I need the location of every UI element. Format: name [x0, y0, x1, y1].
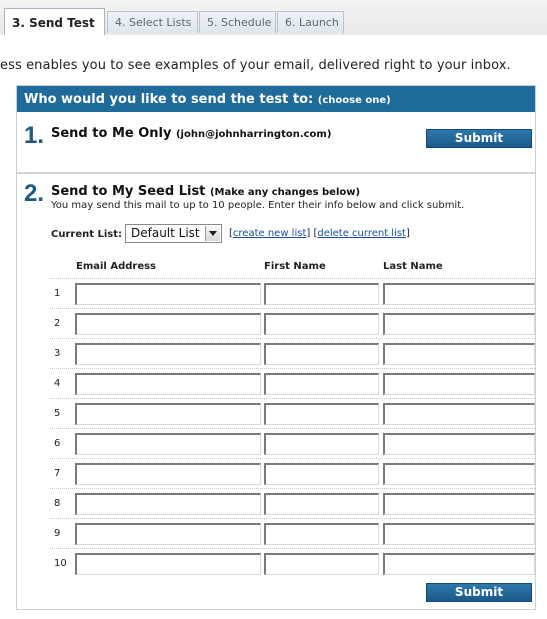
- table-row: [50, 278, 535, 309]
- last-name-field[interactable]: [383, 493, 535, 515]
- first-name-field[interactable]: [264, 433, 379, 455]
- email-field[interactable]: [75, 283, 261, 305]
- email-field[interactable]: [75, 403, 261, 425]
- tab-bar: [0, 0, 547, 35]
- email-field[interactable]: [75, 373, 261, 395]
- panel-header-title: Who would you like to send the test to:: [24, 92, 314, 107]
- table-row: [50, 518, 535, 549]
- last-name-field[interactable]: [383, 373, 535, 395]
- last-name-field[interactable]: [383, 343, 535, 365]
- email-field[interactable]: [75, 343, 261, 365]
- table-row: [50, 398, 535, 429]
- row-number: 8: [54, 498, 61, 509]
- row-number: 10: [54, 558, 67, 569]
- seed-list-instructions: You may send this mail to up to 10 people. Enter their info below and click submit.: [51, 200, 465, 211]
- first-name-field[interactable]: [264, 463, 379, 485]
- section-divider: [17, 172, 535, 174]
- panel-header: [17, 86, 535, 112]
- row-number: 7: [54, 468, 61, 479]
- send-to-me-submit-button[interactable]: Submit: [426, 129, 532, 148]
- table-row: [50, 488, 535, 519]
- step-2-paren: (Make any changes below): [209, 187, 361, 198]
- tab-send-test[interactable]: 3. Send Test: [4, 8, 105, 35]
- current-list-select[interactable]: [125, 224, 222, 243]
- last-name-field[interactable]: [383, 313, 535, 335]
- email-field[interactable]: [75, 493, 261, 515]
- first-name-field[interactable]: [264, 283, 379, 305]
- row-number: 1: [54, 288, 61, 299]
- delete-current-list-link[interactable]: delete current list: [317, 228, 406, 239]
- first-name-field[interactable]: [264, 373, 379, 395]
- step-1-title-text: Send to Me Only: [51, 126, 172, 141]
- row-number: 9: [54, 528, 61, 539]
- first-name-field[interactable]: [264, 523, 379, 545]
- last-name-field[interactable]: [383, 463, 535, 485]
- last-name-field[interactable]: [383, 403, 535, 425]
- email-field[interactable]: [75, 313, 261, 335]
- table-row: [50, 308, 535, 339]
- email-field[interactable]: [75, 523, 261, 545]
- step-1-title: [51, 126, 331, 141]
- table-row: [50, 338, 535, 369]
- first-name-field[interactable]: [264, 313, 379, 335]
- last-name-field[interactable]: [383, 283, 535, 305]
- current-list-label: Current List:: [51, 229, 123, 240]
- first-name-field[interactable]: [264, 553, 379, 575]
- chevron-down-icon[interactable]: [205, 226, 220, 241]
- row-number: 4: [54, 378, 61, 389]
- step-2-number: 2.: [24, 180, 45, 207]
- tab-select-lists[interactable]: 4. Select Lists: [107, 11, 198, 33]
- create-new-list-link[interactable]: create new list: [232, 228, 307, 239]
- send-test-panel: [16, 85, 536, 610]
- table-row: [50, 548, 535, 579]
- email-field[interactable]: [75, 433, 261, 455]
- table-row: [50, 458, 535, 489]
- first-name-field[interactable]: [264, 493, 379, 515]
- tab-schedule[interactable]: 5. Schedule: [199, 11, 276, 33]
- step-1-number: 1.: [24, 122, 45, 149]
- intro-text: ess enables you to see examples of your email, delivered right to your inbox.: [0, 58, 511, 73]
- row-number: 3: [54, 348, 61, 359]
- row-number: 6: [54, 438, 61, 449]
- row-number: 5: [54, 408, 61, 419]
- last-name-field[interactable]: [383, 523, 535, 545]
- column-header-last-name: Last Name: [383, 261, 443, 272]
- table-row: [50, 368, 535, 399]
- email-field[interactable]: [75, 463, 261, 485]
- list-links: [create new list] [delete current list]: [229, 228, 410, 239]
- first-name-field[interactable]: [264, 343, 379, 365]
- column-header-first-name: First Name: [264, 261, 326, 272]
- step-1-email: (john@johnharrington.com): [175, 129, 332, 140]
- email-field[interactable]: [75, 553, 261, 575]
- last-name-field[interactable]: [383, 433, 535, 455]
- last-name-field[interactable]: [383, 553, 535, 575]
- current-list-value: Default List: [131, 226, 200, 240]
- table-row: [50, 428, 535, 459]
- tab-launch[interactable]: 6. Launch: [277, 11, 344, 33]
- seed-list-submit-button[interactable]: Submit: [426, 583, 532, 602]
- first-name-field[interactable]: [264, 403, 379, 425]
- step-2-title: [51, 184, 360, 199]
- step-2-title-text: Send to My Seed List: [51, 184, 206, 199]
- column-header-email: Email Address: [76, 261, 157, 272]
- row-number: 2: [54, 318, 61, 329]
- panel-header-sub: (choose one): [317, 95, 391, 106]
